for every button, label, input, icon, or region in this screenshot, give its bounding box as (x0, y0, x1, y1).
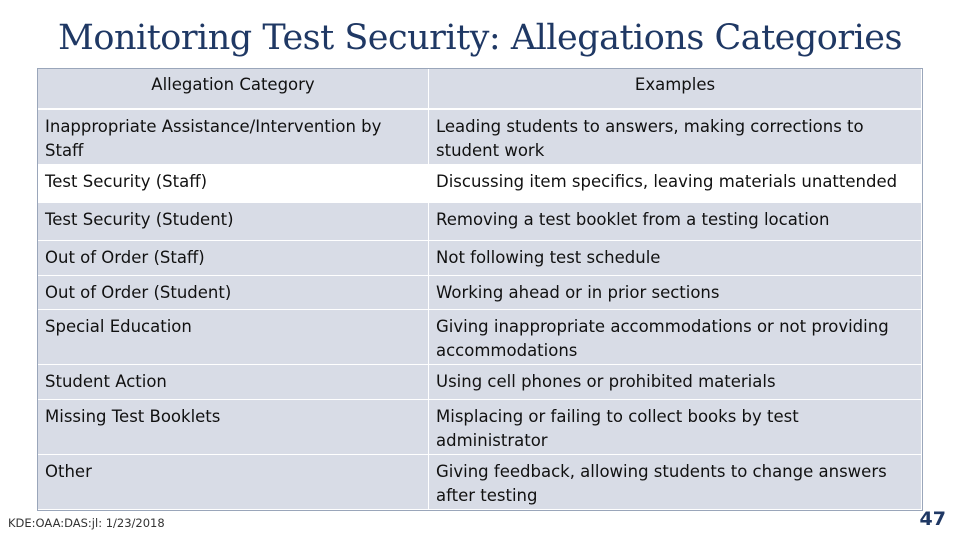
category-cell: Student Action (38, 365, 429, 400)
page-title: Monitoring Test Security: Allegations Categories (58, 18, 902, 58)
category-cell: Test Security (Staff) (38, 165, 429, 203)
category-cell: Special Education (38, 310, 429, 365)
footer-reference: KDE:OAA:DAS:jl: 1/23/2018 (8, 516, 165, 530)
example-cell: Not following test schedule (429, 241, 922, 276)
table-row (38, 310, 922, 365)
example-cell: Misplacing or failing to collect books by test administrator (429, 400, 922, 455)
category-cell: Other (38, 455, 429, 510)
category-cell: Test Security (Student) (38, 203, 429, 241)
table-row (38, 365, 922, 400)
table-row (38, 400, 922, 455)
category-cell: Out of Order (Staff) (38, 241, 429, 276)
table-row (38, 165, 922, 203)
table-row (38, 203, 922, 241)
column-header-category: Allegation Category (38, 69, 429, 110)
table-header-row (38, 69, 922, 110)
example-cell: Discussing item specifics, leaving materials unattended (429, 165, 922, 203)
slide-number: 47 (919, 508, 946, 530)
example-cell: Leading students to answers, making corrections to student work (429, 110, 922, 165)
example-cell: Giving inappropriate accommodations or not providing accommodations (429, 310, 922, 365)
allegations-table (37, 68, 923, 511)
table-row (38, 276, 922, 310)
category-cell: Missing Test Booklets (38, 400, 429, 455)
table-row (38, 241, 922, 276)
example-cell: Giving feedback, allowing students to change answers after testing (429, 455, 922, 510)
category-cell: Inappropriate Assistance/Intervention by Staff (38, 110, 429, 165)
column-header-examples: Examples (429, 69, 922, 110)
example-cell: Working ahead or in prior sections (429, 276, 922, 310)
example-cell: Removing a test booklet from a testing location (429, 203, 922, 241)
table-row (38, 110, 922, 165)
table-row (38, 455, 922, 510)
example-cell: Using cell phones or prohibited materials (429, 365, 922, 400)
category-cell: Out of Order (Student) (38, 276, 429, 310)
